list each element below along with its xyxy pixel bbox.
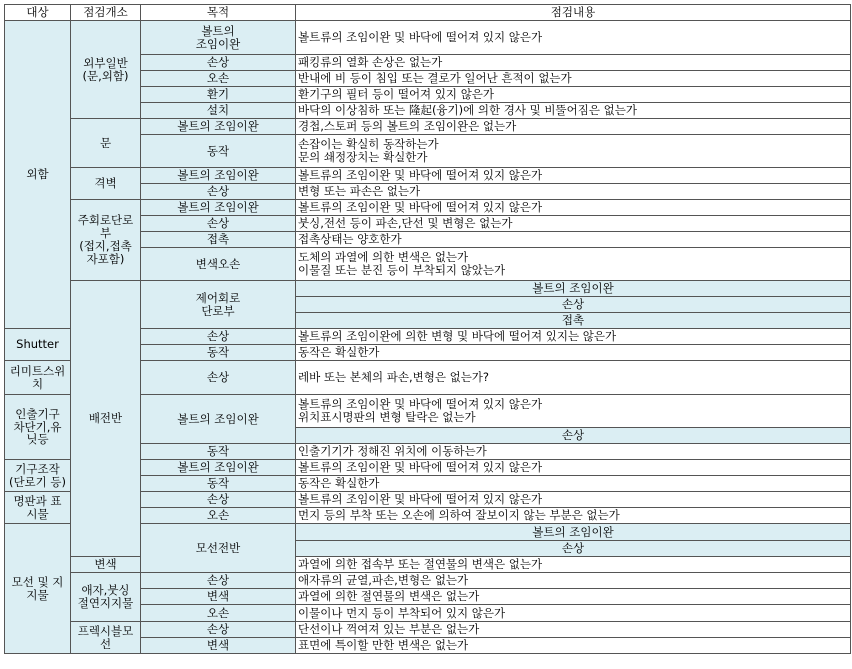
location-cell: 주회로단로 부 (접지,접촉 자포함)	[71, 200, 141, 281]
content-cell: 볼트류의 조임이완 및 바닥에 떨어져 있지 않은가	[296, 200, 851, 216]
content-cell: 인출기기가 정해진 위치에 이동하는가	[296, 444, 851, 460]
table-row	[5, 622, 851, 638]
content-cell: 바닥의 이상침하 또는 隆起(융기)에 의한 경사 및 비뚤어짐은 없는가	[296, 103, 851, 119]
table-body	[5, 21, 851, 654]
content-cell: 레바 또는 본체의 파손,변형은 없는가?	[296, 361, 851, 395]
content-cell: 패킹류의 열화 손상은 없는가	[296, 55, 851, 71]
content-cell: 동작은 확실한가	[296, 476, 851, 492]
content-cell: 표면에 특이할 만한 변색은 없는가	[296, 638, 851, 654]
purpose-cell: 볼트의 조임이완	[141, 168, 296, 184]
content-cell: 동작은 확실한가	[296, 345, 851, 361]
purpose-cell: 볼트의 조임이완	[141, 119, 296, 135]
purpose-cell: 오손	[141, 508, 296, 524]
location-cell: 프렉시블모 선	[71, 622, 141, 654]
purpose-cell: 볼트의 조임이완	[141, 21, 296, 55]
purpose-cell: 접촉	[141, 232, 296, 248]
header-target: 대상	[5, 5, 71, 21]
purpose-cell: 오손	[141, 71, 296, 87]
purpose-cell: 손상	[141, 573, 296, 589]
purpose-cell: 볼트의 조임이완	[141, 460, 296, 476]
location-cell: 애자,붓싱 절연지지물	[71, 573, 141, 622]
content-cell: 이물이나 먼지 등이 부착되어 있지 않은가	[296, 605, 851, 622]
header-location: 점검개소	[71, 5, 141, 21]
header-content: 점검내용	[296, 5, 851, 21]
content-cell: 애자류의 균열,파손,변형은 없는가	[296, 573, 851, 589]
inspection-table	[4, 4, 851, 654]
purpose-cell: 손상	[141, 361, 296, 395]
table-row	[5, 21, 851, 55]
location-cell: 격벽	[71, 168, 141, 200]
location-cell: 인출기구 차단기,유 닛등	[5, 395, 71, 460]
content-cell: 볼트류의 조임이완에 의한 변형 및 바닥에 떨어져 있지는 않은가	[296, 329, 851, 345]
purpose-cell: 손상	[141, 329, 296, 345]
content-cell: 손잡이는 확실히 동작하는가 문의 쇄정장치는 확실한가	[296, 135, 851, 168]
location-cell: 문	[71, 119, 141, 168]
content-cell: 접촉상태는 양호한가	[296, 232, 851, 248]
purpose-cell: 변색	[141, 638, 296, 654]
location-cell: Shutter	[5, 329, 71, 361]
purpose-cell: 볼트의 조임이완	[296, 524, 851, 541]
purpose-cell: 손상	[141, 216, 296, 232]
purpose-cell: 설치	[141, 103, 296, 119]
content-cell: 변형 또는 파손은 없는가	[296, 184, 851, 200]
purpose-cell: 동작	[141, 444, 296, 460]
purpose-cell: 변색	[71, 557, 141, 573]
content-cell: 볼트류의 조임이완 및 바닥에 떨어져 있지 않은가	[296, 168, 851, 184]
purpose-cell: 손상	[296, 428, 851, 444]
purpose-cell: 볼트의 조임이완	[141, 395, 296, 444]
table-row	[5, 573, 851, 589]
purpose-cell: 변색오손	[141, 248, 296, 281]
purpose-cell: 동작	[141, 135, 296, 168]
location-cell: 외부일반 (문,외함)	[71, 21, 141, 119]
purpose-cell: 접촉	[296, 313, 851, 329]
target-cell: 모선 및 지 지물	[5, 524, 71, 654]
table-row	[5, 168, 851, 184]
content-cell: 먼지 등의 부착 또는 오손에 의하여 잘보이지 않는 부분은 없는가	[296, 508, 851, 524]
location-cell: 제어회로 단로부	[141, 281, 296, 329]
purpose-cell: 동작	[141, 476, 296, 492]
content-cell: 볼트류의 조임이완 및 바닥에 떨어져 있지 않은가	[296, 460, 851, 476]
header-purpose: 목적	[141, 5, 296, 21]
content-cell: 볼트류의 조임이완 및 바닥에 떨어져 있지 않은가	[296, 492, 851, 508]
content-cell: 과열에 의한 절연물의 변색은 없는가	[296, 589, 851, 605]
content-cell: 붓싱,전선 등이 파손,단선 및 변형은 없는가	[296, 216, 851, 232]
location-cell: 리미트스위 치	[5, 361, 71, 395]
target-cell: 배전반	[71, 281, 141, 557]
purpose-cell: 변색	[141, 589, 296, 605]
location-cell: 기구조작 (단로기 등)	[5, 460, 71, 492]
table-row	[5, 557, 851, 573]
location-cell: 명판과 표 시물	[5, 492, 71, 524]
target-cell: 외함	[5, 21, 71, 329]
purpose-cell: 볼트의 조임이완	[141, 200, 296, 216]
purpose-cell: 손상	[296, 297, 851, 313]
purpose-cell: 손상	[141, 184, 296, 200]
purpose-cell: 손상	[141, 492, 296, 508]
content-cell: 반내에 비 등이 침입 또는 결로가 일어난 흔적이 없는가	[296, 71, 851, 87]
table-row	[5, 281, 851, 297]
location-cell: 모선전반	[141, 524, 296, 573]
purpose-cell: 볼트의 조임이완	[296, 281, 851, 297]
content-cell: 경첩,스토퍼 등의 볼트의 조임이완은 없는가	[296, 119, 851, 135]
content-cell: 도체의 과열에 의한 변색은 없는가 이물질 또는 분진 등이 부착되지 않았는가	[296, 248, 851, 281]
table-row	[5, 119, 851, 135]
purpose-cell: 손상	[141, 622, 296, 638]
purpose-cell: 손상	[141, 55, 296, 71]
purpose-cell: 오손	[141, 605, 296, 622]
content-cell: 환기구의 필터 등이 떨어져 있지 않은가	[296, 87, 851, 103]
content-cell: 과열에 의한 접속부 또는 절연물의 변색은 없는가	[296, 557, 851, 573]
header-row	[5, 5, 851, 21]
table-row	[5, 200, 851, 216]
content-cell: 단선이나 꺽여져 있는 부분은 없는가	[296, 622, 851, 638]
purpose-cell: 환기	[141, 87, 296, 103]
purpose-cell: 동작	[141, 345, 296, 361]
content-cell: 볼트류의 조임이완 및 바닥에 떨어져 있지 않은가	[296, 21, 851, 55]
content-cell: 볼트류의 조임이완 및 바닥에 떨어져 있지 않은가 위치표시명판의 변형 탈락은 없는가	[296, 395, 851, 428]
purpose-cell: 손상	[296, 541, 851, 557]
